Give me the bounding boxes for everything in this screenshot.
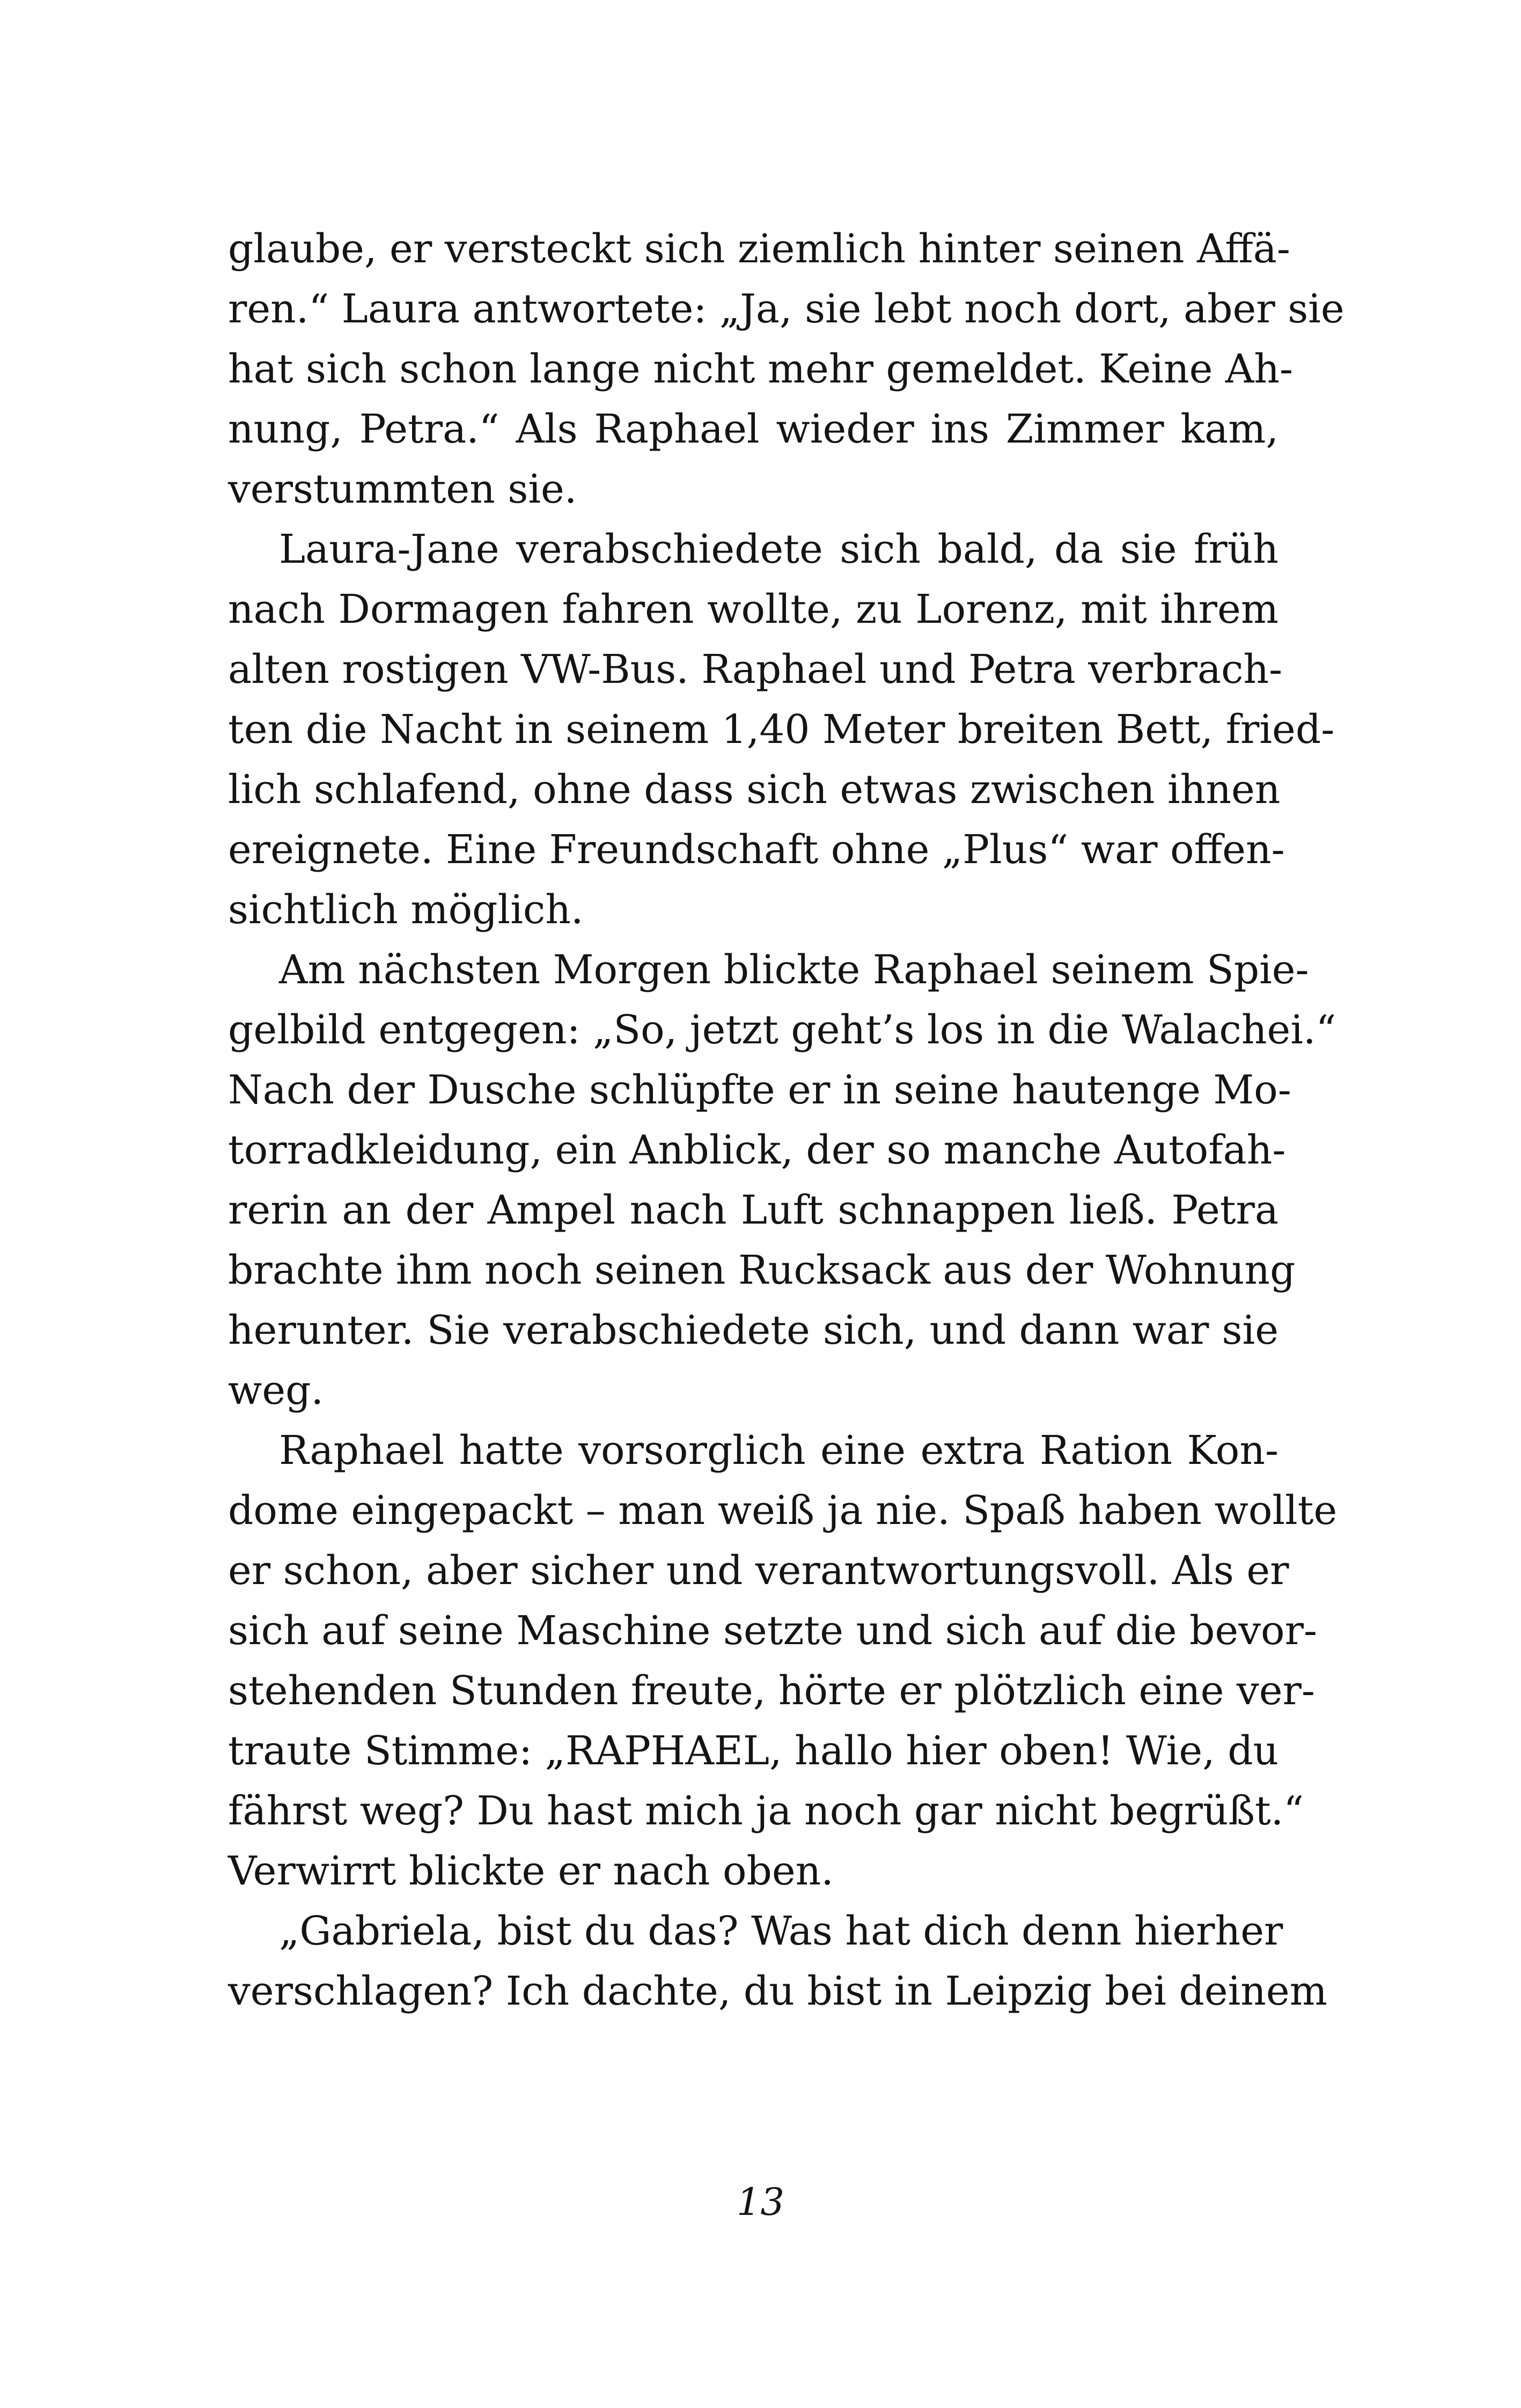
- text-line: gelbild entgegen: „So, jetzt geht’s los in die Walachei.“: [228, 1007, 1336, 1053]
- text-line: Nach der Dusche schlüpfte er in seine hautenge Mo-: [228, 1067, 1291, 1113]
- paragraph: [228, 1420, 1338, 1901]
- page-number: 13: [736, 2180, 785, 2224]
- page-body: [228, 219, 1344, 2021]
- text-line: er schon, aber sicher und verantwortungsvoll. Als er: [228, 1548, 1289, 1594]
- text-line: „Gabriela, bist du das? Was hat dich denn hierher: [279, 1908, 1283, 1954]
- paragraph: [228, 940, 1336, 1420]
- text-line: ten die Nacht in seinem 1,40 Meter breiten Bett, fried-: [228, 706, 1335, 753]
- text-line: Verwirrt blickte er nach oben.: [228, 1848, 834, 1894]
- paragraph: [228, 519, 1335, 940]
- text-line: rerin an der Ampel nach Luft schnappen ließ. Petra: [228, 1187, 1278, 1233]
- text-line: torradkleidung, ein Anblick, der so manche Autofah-: [228, 1127, 1286, 1173]
- text-line: fährst weg? Du hast mich ja noch gar nicht begrüßt.“: [228, 1788, 1304, 1834]
- text-line: Laura-Jane verabschiedete sich bald, da sie früh: [279, 526, 1278, 572]
- paragraph: [228, 219, 1344, 519]
- text-line: dome eingepackt – man weiß ja nie. Spaß haben wollte: [228, 1487, 1338, 1534]
- text-line: alten rostigen VW-Bus. Raphael und Petra verbrach-: [228, 646, 1283, 693]
- text-line: lich schlafend, ohne dass sich etwas zwischen ihnen: [228, 767, 1281, 813]
- text-line: Am nächsten Morgen blickte Raphael seinem Spie-: [279, 947, 1309, 993]
- text-line: nung, Petra.“ Als Raphael wieder ins Zimmer kam,: [228, 406, 1278, 452]
- text-line: Raphael hatte vorsorglich eine extra Ration Kon-: [279, 1427, 1278, 1474]
- text-line: sichtlich möglich.: [228, 887, 584, 933]
- paragraph: [228, 1901, 1327, 2021]
- text-line: ereignete. Eine Freundschaft ohne „Plus“ war offen-: [228, 827, 1285, 873]
- text-line: hat sich schon lange nicht mehr gemeldet. Keine Ah-: [228, 346, 1294, 392]
- text-line: stehenden Stunden freute, hörte er plötzlich eine ver-: [228, 1668, 1315, 1714]
- text-line: brachte ihm noch seinen Rucksack aus der Wohnung: [228, 1247, 1296, 1293]
- text-line: sich auf seine Maschine setzte und sich auf die bevor-: [228, 1608, 1317, 1654]
- text-line: traute Stimme: „RAPHAEL, hallo hier oben! Wie, du: [228, 1728, 1279, 1774]
- text-line: ren.“ Laura antwortete: „Ja, sie lebt noch dort, aber sie: [228, 286, 1344, 332]
- text-line: verschlagen? Ich dachte, du bist in Leipzig bei deinem: [228, 1968, 1327, 2014]
- text-line: nach Dormagen fahren wollte, zu Lorenz, mit ihrem: [228, 586, 1278, 632]
- text-line: weg.: [228, 1367, 324, 1413]
- text-line: verstummten sie.: [228, 466, 577, 512]
- text-line: glaube, er versteckt sich ziemlich hinter seinen Affä-: [228, 226, 1290, 272]
- text-line: herunter. Sie verabschiedete sich, und dann war sie: [228, 1307, 1278, 1353]
